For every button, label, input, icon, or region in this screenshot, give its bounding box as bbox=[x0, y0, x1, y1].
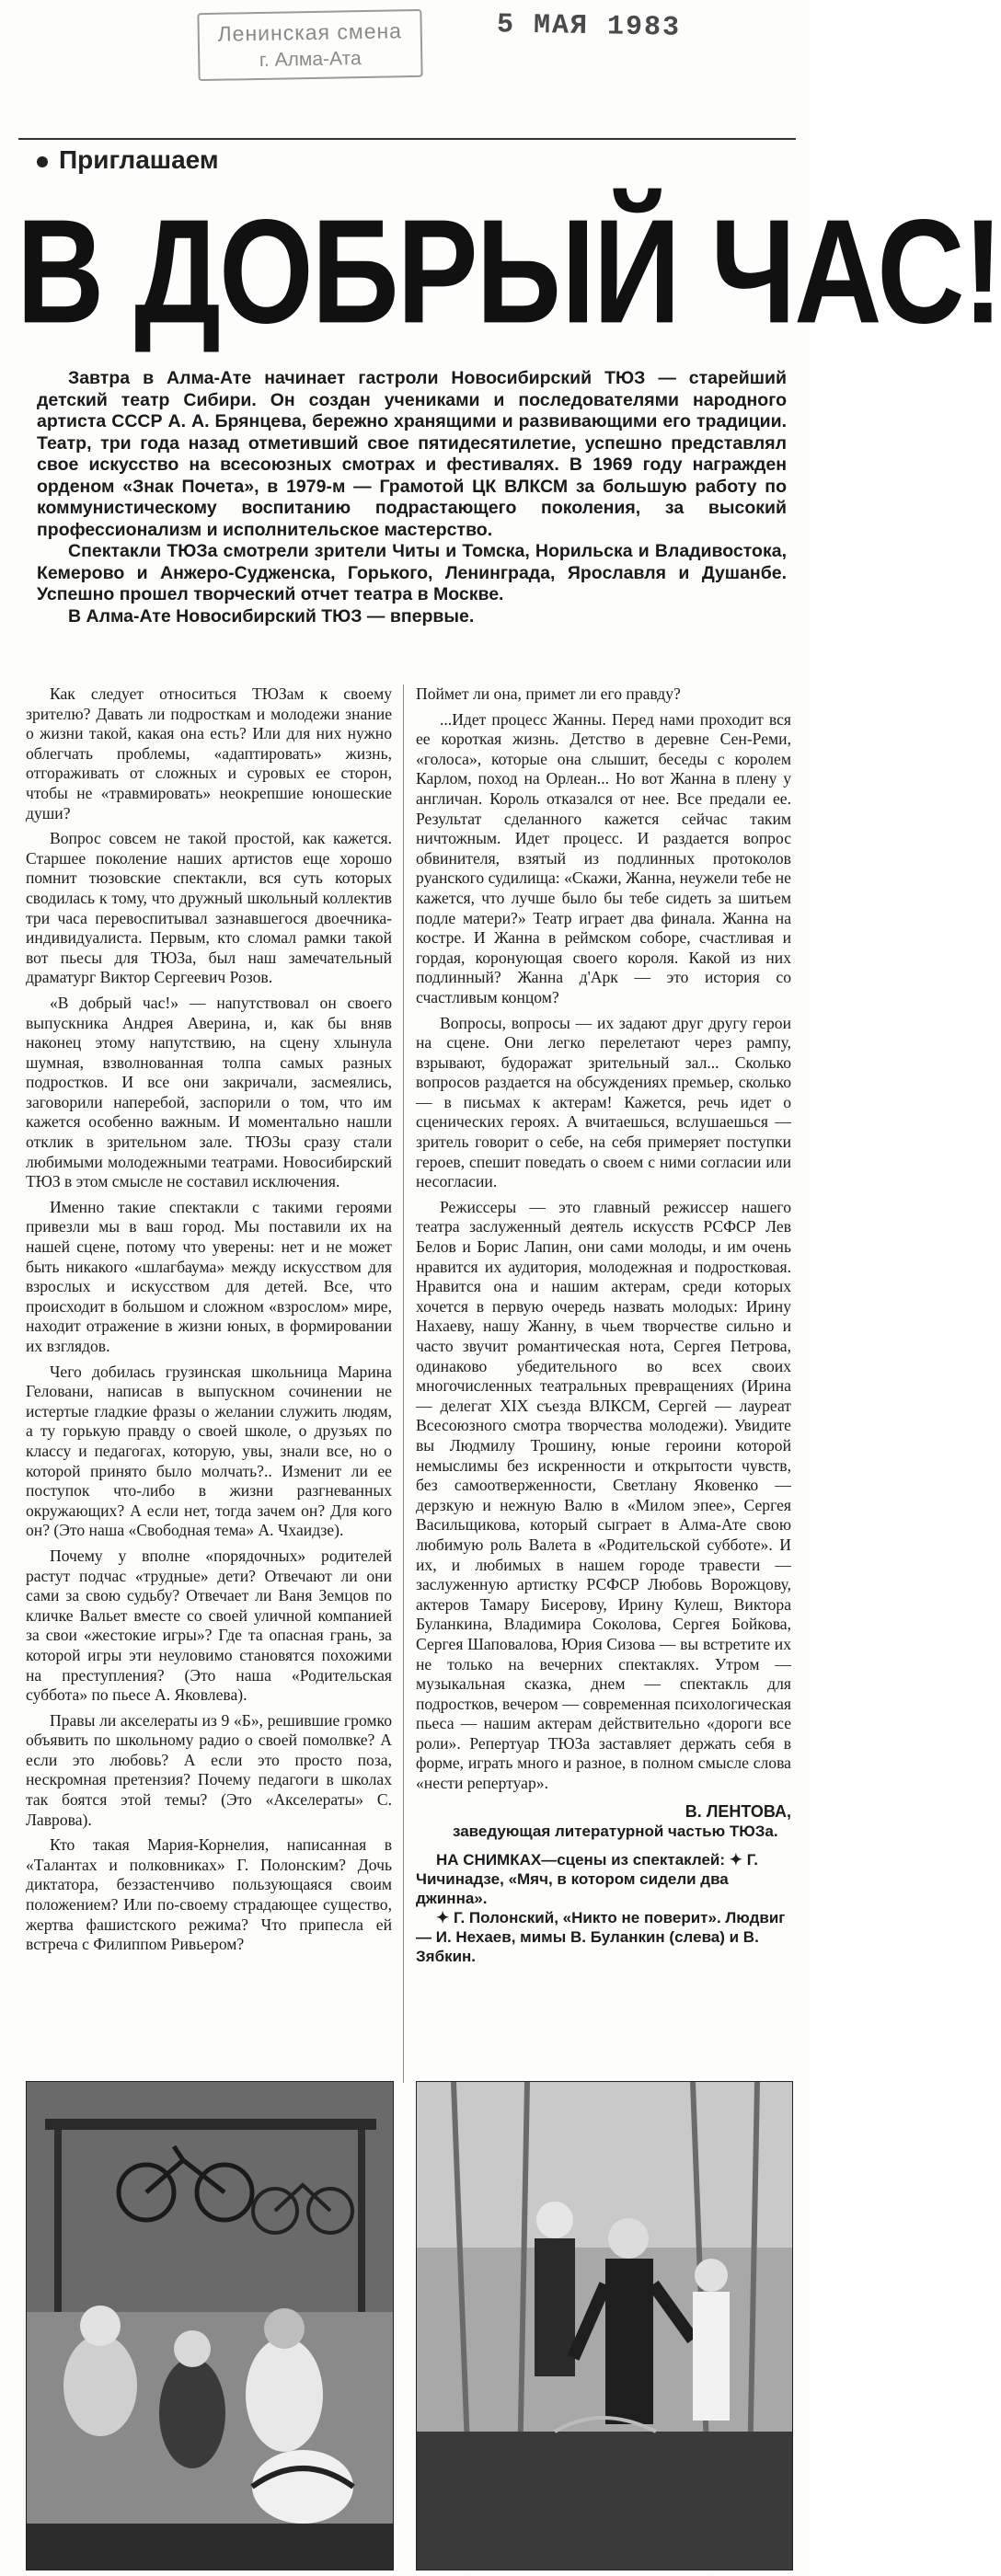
stage-scene-left-image bbox=[27, 2082, 393, 2570]
lead-paragraph: Спектакли ТЮЗа смотрели зрители Читы и Томска, Норильска и Владивостока, Кемерово и Анжеро-Судженска, Горького, Ленинграда, Ярославля и Душанбе. Успешно прошел творческий отчет театра в Москве. bbox=[37, 541, 787, 604]
article-paragraph: Поймет ли она, примет ли его правду? bbox=[416, 684, 681, 703]
stamp-line-2: г. Алма-Ата bbox=[259, 48, 362, 71]
right-column bbox=[416, 684, 791, 1966]
author-signature: В. ЛЕНТОВА, bbox=[685, 1801, 791, 1821]
article-paragraph: ...Идет процесс Жанны. Перед нами проходит вся ее короткая жизнь. Детство в деревне Сен-Реми, «голоса», которые она слышит, беседы с королем Карлом, поход на Орлеан... Но вот Жанна в плену у англичан. Король отказался от нее. Все предали ее. Результат сделанного кажется сейчас таким ничтожным. Идет процесс. И раздается вопрос обвинителя, взятый из подлинных протоколов руанского судилища: «Скажи, Жанна, неужели тебе не кажется, что лучше было бы тебе сидеть за шитьем подле матери?» Театр играет два финала. Жанна на костре. И Жанна в реймском соборе, счастливая и гордая, коронующая своего короля. Какой из них подлинный? Жанна д'Арк — это история со счастливым концом? bbox=[416, 709, 791, 1006]
column-divider bbox=[403, 684, 404, 2083]
stage-photo-right bbox=[416, 2081, 793, 2570]
lead-paragraph: Завтра в Алма-Ате начинает гастроли Новосибирский ТЮЗ — старейший детский театр Сибири. Он создан учениками и последователями народного артиста СССР А. А. Брянцева, бережно хранящими и развивающими его традиции. Театр, три года назад отметивший свое пятидесятилетие, успешно представлял свое искусство на всесоюзных смотрах и фестивалях. В 1969 году награжден орденом «Знак Почета», в 1979-м — Грамотой ЦК ВЛКСМ за большую работу по коммунистическому воспитанию подрастающего поколения, за высокий профессионализм и исполнительское мастерство. bbox=[37, 368, 787, 540]
caption-line: НА СНИМКАХ—сцены из спектаклей: ✦ Г. Чичинадзе, «Мяч, в котором сидели два джинна». bbox=[416, 1850, 758, 1907]
article-paragraph: «В добрый час!» — напутствовал он своего выпускника Андрея Аверина, и, как бы вняв наконец этому напутствию, на сцену хлынула шумная, взволнованная толпа самых разных подростков. И все они закричали, засмеялись, заговорили наперебой, заспорили о том, что им кажется особенно важным. И моментально нашли отклик в зрительном зале. ТЮЗы сразу стали любимыми молодежными театрами. Новосибирский ТЮЗ в этом смысле не составил исключения. bbox=[26, 993, 392, 1191]
library-stamp bbox=[197, 9, 422, 81]
article-paragraph: Вопросы, вопросы — их задают друг другу герои на сцене. Они легко перелетают через рампу, взрывают, будоражат зрительный зал... Сколько вопросов раздается на обсуждениях премьер, сколько — в письмах к актерам! Кажется, речь идет о сценических героях. А вчитаешься, вслушаешься — зритель говорит о себе, на себя примеряет поступки героев, спешит поведать о своем с ними согласии или несогласии. bbox=[416, 1013, 791, 1191]
article-paragraph: Правы ли акселераты из 9 «Б», решившие громко объявить по школьному радио о своей помолвке? А если это любовь? А если это просто поза, нескромная претензия? Почему педагоги в школах так боятся этой темы? (Это «Акселераты» С. Лаврова). bbox=[26, 1710, 392, 1829]
photo-captions bbox=[416, 1850, 791, 1966]
article-paragraph: Режиссеры — это главный режиссер нашего театра заслуженный деятель искусств РСФСР Лев Белов и Борис Лапин, они сами молоды, и им очень нравится их аудитория, молодежная и подростковая. Нравится она и нашим актерам, среди которых хочется в первую очередь назвать молодых: Ирину Нахаеву, нашу Жанну, в чьем творчестве сильно и часто звучит романтическая нота, Сергея Петрова, одинаково убедительного во всех своих многочисленных театральных превращениях (Ирина — делегат XIX съезда ВЛКСМ, Сергей — лауреат Всесоюзного смотра творчества молодежи). Увидите вы Людмилу Трошину, юные героини которой немыслимы без искренности и открытости чувств, без самоотверженности, Светлану Яковенко — дерзкую и нежную Валю в «Милом эпее», Сергея Васильщикова, который сыграет в Алма-Ате свою любимую роль Валета в «Родительской субботе». И их, и любимых в нашем городе травести — заслуженную артистку РСФСР Любовь Ворожцову, актеров Тамару Бисерову, Ирину Кулеш, Виктора Буланкина, Владимира Соколова, Сергея Бойкова, Сергея Шаповалова, Юрия Сизова — вы встретите их не только на вечерних спектаклях. Утром — музыкальная сказка, днем — спектакль для подростков, вечером — современная психологическая пьеса — нашим актерам действительно «дороги все роли». Репертуар ТЮЗа заставляет держать себя в форме, играть много и разное, в полном смысле слова «нести репертуар». bbox=[416, 1197, 791, 1793]
rubric-label: Приглашаем bbox=[59, 145, 219, 174]
date-stamp: 5 МАЯ 1983 bbox=[496, 9, 682, 44]
headline: В ДОБРЫЙ ЧАС! bbox=[17, 189, 1001, 354]
top-rule bbox=[18, 138, 796, 140]
stage-photo-left bbox=[26, 2081, 394, 2570]
left-column bbox=[26, 684, 392, 1961]
rubric bbox=[37, 145, 219, 175]
article-paragraph: Как следует относиться ТЮЗам к своему зрителю? Давать ли подросткам и молодежи знание о жизни такой, какая она есть? Или для них нужно облегчать проблемы, «адаптировать» жизнь, отгораживать от сложных и суровых ее сторон, чтобы не «травмировать» неокрепшие юношеские души? bbox=[26, 684, 392, 822]
stage-scene-right-image bbox=[417, 2082, 792, 2570]
article-paragraph: Чего добилась грузинская школьница Марина Геловани, написав в выпускном сочинении не истертые гладкие фразы о желании служить людям, а ту горькую правду о своей школе, о друзьях по классу и педагогах, которую, увы, знали все, но о которой принято было молчать?.. Изменит ли ее поступок что-либо в жизни разгневанных окружающих? А если нет, тогда зачем он? Для кого он? (Это наша «Свободная тема» А. Чхаидзе). bbox=[26, 1362, 392, 1540]
article-paragraph: Вопрос совсем не такой простой, как кажется. Старшее поколение наших артистов еще хорошо помнит тюзовские спектакли, вся суть которых сводилась к тому, что дружный школьный коллектив три часа перевоспитывал зазнавшегося двоечника-индивидуалиста. Первым, кто сломал рамки такой вот пьесы для ТЮЗа, был наш замечательный драматург Виктор Сергеевич Розов. bbox=[26, 829, 392, 987]
stamp-line-1: Ленинская смена bbox=[217, 18, 403, 46]
caption-line: ✦ Г. Полонский, «Никто не поверит». Людвиг — И. Нехаев, мимы В. Буланкин (слева) и В. Зябкин. bbox=[416, 1908, 786, 1965]
article-paragraph: Именно такие спектакли с такими героями привезли мы в ваш город. Мы поставили их на нашей сцене, потому что уверены: нет и не может быть никакого «шлагбаума» между искусством для взрослых и искусством для детей. Все, что происходит в большом и сложном «взрослом» мире, находит отражение в жизни юных, в формировании их взглядов. bbox=[26, 1197, 392, 1355]
article-paragraph: Кто такая Мария-Корнелия, написанная в «Талантах и полковниках» Г. Полонским? Дочь диктатора, беззастенчиво пользующаяся своим положением? Или по-своему страдающее существо, жертва фашистского режима? Что припесла ей встреча с Филиппом Ривьером? bbox=[26, 1835, 392, 1954]
article-paragraph: Почему у вполне «порядочных» родителей растут подчас «трудные» дети? Отвечают ли они сами за свою судьбу? Отвечает ли Ваня Земцов по кличке Вальет вместе со своей уличной компанией за свои «жестокие игры»? Где та опасная грань, за которой игры эти неуловимо становятся похожими на преступления? (Это наша «Родительская суббота» по пьесе А. Яковлева). bbox=[26, 1546, 392, 1705]
bullet-icon bbox=[37, 156, 48, 167]
lead-paragraph: В Алма-Ате Новосибирский ТЮЗ — впервые. bbox=[68, 605, 475, 627]
lead-paragraphs bbox=[37, 368, 787, 627]
author-role: заведующая литературной частью ТЮЗа. bbox=[453, 1822, 778, 1840]
